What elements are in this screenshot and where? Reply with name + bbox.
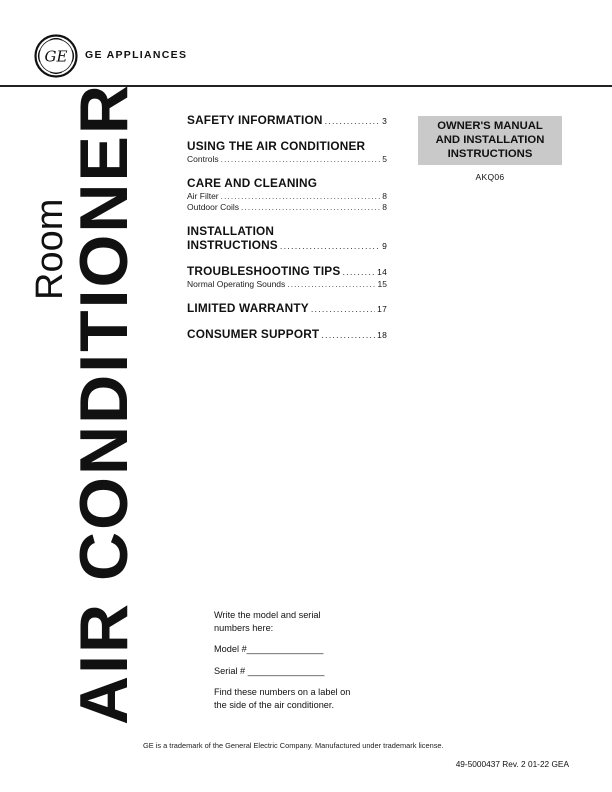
toc-leader: [342, 267, 375, 277]
record-intro-line1: Write the model and serial: [214, 610, 321, 620]
manual-type-box: [418, 116, 562, 165]
toc-controls-label: Controls: [187, 154, 219, 164]
toc-controls-page: 5: [382, 154, 387, 164]
toc-air-filter[interactable]: [187, 191, 387, 201]
toc-safety[interactable]: [187, 113, 387, 127]
toc-normal-sounds[interactable]: [187, 279, 387, 289]
toc-installation-label-2: INSTRUCTIONS: [187, 238, 278, 252]
toc-care-label: CARE AND CLEANING: [187, 176, 318, 190]
toc-air-filter-label: Air Filter: [187, 191, 219, 201]
toc-installation[interactable]: [187, 224, 387, 252]
toc-warranty[interactable]: [187, 301, 387, 315]
toc-warranty-label: LIMITED WARRANTY: [187, 301, 309, 315]
toc-outdoor-coils[interactable]: [187, 202, 387, 212]
trademark-note: GE is a trademark of the General Electric Company. Manufactured under trademark license.: [143, 741, 444, 750]
toc-support[interactable]: [187, 327, 387, 341]
document-number: 49-5000437 Rev. 2 01-22 GEA: [455, 759, 569, 769]
toc-care[interactable]: [187, 176, 387, 212]
manual-type-line2: AND INSTALLATION: [435, 134, 545, 146]
toc-support-label: CONSUMER SUPPORT: [187, 327, 320, 341]
toc-safety-label: SAFETY INFORMATION: [187, 113, 323, 127]
toc-leader: [241, 203, 380, 212]
manual-type-line1: OWNER'S MANUAL: [437, 120, 543, 132]
toc-installation-page: 9: [382, 241, 387, 251]
toc-leader: [287, 280, 375, 289]
toc-troubleshooting[interactable]: [187, 264, 387, 289]
toc-leader: [221, 192, 381, 201]
manual-type-line3: INSTRUCTIONS: [447, 148, 533, 160]
record-find-line1: Find these numbers on a label on: [214, 687, 351, 697]
toc-controls[interactable]: [187, 154, 387, 164]
toc-troubleshooting-label: TROUBLESHOOTING TIPS: [187, 264, 341, 278]
record-find-note: [214, 686, 414, 711]
side-title-room: Room: [29, 198, 71, 300]
toc-outdoor-coils-label: Outdoor Coils: [187, 202, 239, 212]
model-number: AKQ06: [475, 172, 505, 182]
side-title: [0, 83, 150, 745]
toc-normal-sounds-label: Normal Operating Sounds: [187, 279, 286, 289]
ge-logo-text: GE: [44, 47, 68, 66]
toc-leader: [321, 330, 375, 340]
toc-using[interactable]: [187, 139, 387, 164]
side-title-product: AIR CONDITIONER: [66, 83, 142, 725]
record-find-line2: the side of the air conditioner.: [214, 699, 335, 710]
toc-warranty-page: 17: [377, 304, 387, 314]
toc-support-page: 18: [377, 330, 387, 340]
toc-installation-label-1: INSTALLATION: [187, 224, 275, 238]
serial-field[interactable]: Serial # _______________: [214, 665, 325, 676]
toc-leader: [311, 304, 375, 314]
ge-logo-icon: [34, 34, 78, 78]
toc-troubleshooting-page: 14: [377, 267, 387, 277]
toc-safety-page: 3: [382, 116, 387, 126]
page-header: [0, 0, 612, 90]
toc-outdoor-coils-page: 8: [382, 202, 387, 212]
toc-leader: [280, 241, 380, 251]
model-field[interactable]: Model #_______________: [214, 644, 324, 654]
brand-name: GE APPLIANCES: [85, 49, 188, 61]
toc-using-label: USING THE AIR CONDITIONER: [187, 139, 366, 153]
toc-leader: [325, 116, 381, 126]
record-intro: [214, 609, 414, 634]
table-of-contents: [187, 113, 387, 353]
toc-leader: [221, 155, 381, 164]
model-serial-record: [214, 609, 414, 720]
toc-normal-sounds-page: 15: [377, 279, 387, 289]
record-intro-line2: numbers here:: [214, 622, 274, 633]
toc-air-filter-page: 8: [382, 191, 387, 201]
